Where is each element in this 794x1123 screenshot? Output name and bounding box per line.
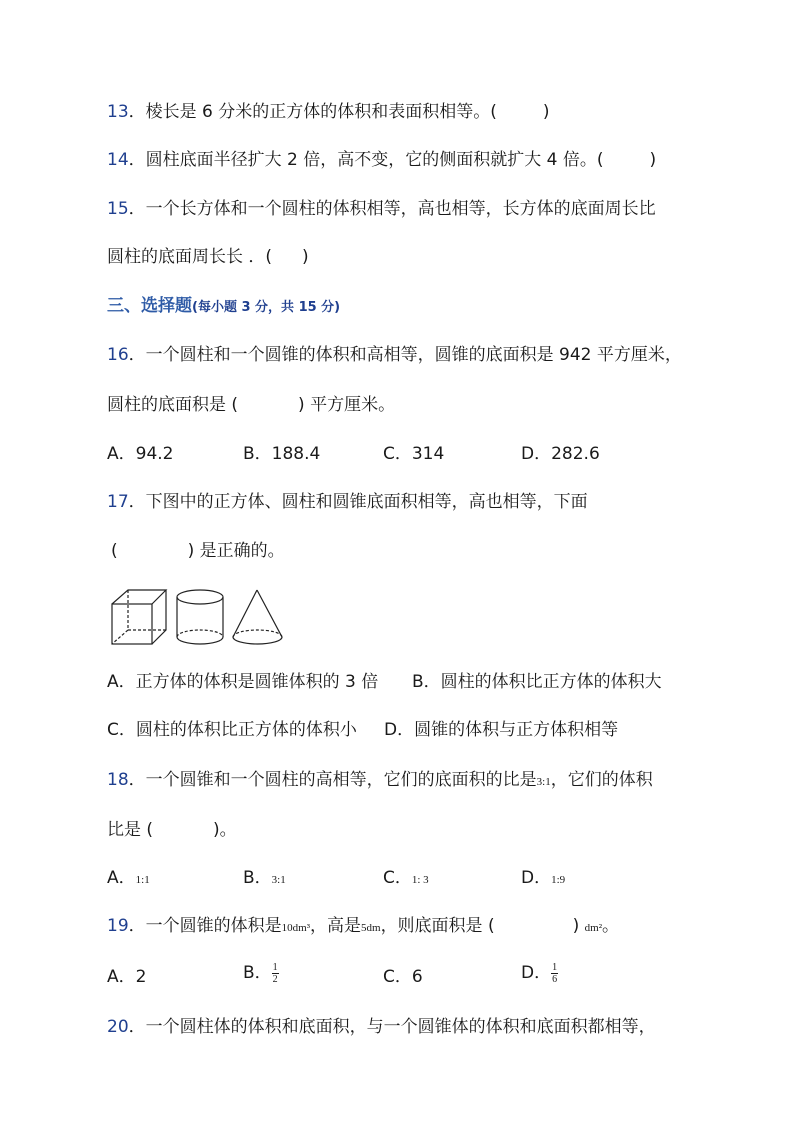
question-number: 19: [107, 916, 129, 936]
fraction-one-sixth: $\frac{1}{6}$: [552, 961, 558, 985]
question-text: ): [572, 916, 580, 936]
option-d: D．282.6: [521, 444, 600, 464]
question-text: ，高是: [310, 916, 361, 936]
question-15-line2: [107, 245, 309, 269]
question-text: ) 平方厘米。: [298, 395, 396, 415]
fraction-one-half: $\frac{1}{2}$: [272, 961, 278, 985]
option-b: B．圆柱的体积比正方体的体积大: [412, 672, 662, 692]
answer-paren-close: ): [542, 102, 550, 122]
question-number: 15: [107, 199, 129, 219]
question-text: 圆柱的底面周长长 ．(: [107, 247, 273, 267]
option-c: C．314: [383, 444, 445, 464]
question-18-line2: [107, 818, 237, 842]
question-number: 16: [107, 345, 129, 365]
volume-value: 10dm³: [281, 922, 310, 934]
question-number: 13: [107, 102, 129, 122]
question-text: ) 是正确的。: [187, 541, 285, 561]
option-d: D． $\frac{1}{6}$: [521, 961, 558, 985]
shapes-figure: [110, 588, 290, 648]
question-text: 。: [602, 916, 620, 936]
question-20: [107, 1015, 656, 1039]
option-b: B．188.4: [243, 444, 321, 464]
question-number: 20: [107, 1017, 129, 1037]
question-number: 14: [107, 150, 129, 170]
question-text: ．一个圆锥的体积是: [128, 916, 282, 936]
cone-figure: [233, 590, 282, 644]
section-title: 三、选择题: [107, 296, 192, 316]
unit-label: dm²: [584, 922, 603, 934]
question-number: 17: [107, 492, 129, 512]
question-16: [107, 343, 682, 367]
question-text: )。: [213, 820, 237, 840]
question-text: ．下图中的正方体、圆柱和圆锥底面积相等，高也相等，下面: [128, 492, 588, 512]
height-value: 5dm: [361, 922, 381, 934]
question-13: [107, 100, 550, 124]
cylinder-figure: [177, 590, 223, 644]
option-d: D．圆锥的体积与正方体积相等: [384, 720, 619, 740]
option-b: B．3:1: [243, 868, 286, 888]
question-text: 圆柱的底面积是 (: [107, 395, 239, 415]
ratio-value: 3:1: [536, 776, 551, 788]
section-heading: [107, 294, 340, 320]
question-text: (: [111, 541, 118, 561]
option-b: B． $\frac{1}{2}$: [243, 961, 278, 985]
answer-paren-close: ): [302, 247, 309, 267]
question-number: 18: [107, 770, 129, 790]
option-a: A．正方体的体积是圆锥体积的 3 倍: [107, 672, 379, 692]
question-17: [107, 490, 588, 514]
option-a: A．94.2: [107, 444, 174, 464]
question-text: 比是 (: [107, 820, 154, 840]
cube-figure: [112, 590, 166, 644]
question-text: ．棱长是 6 分米的正方体的体积和表面积相等。(: [128, 102, 497, 122]
question-text: ．一个圆柱和一个圆锥的体积和高相等，圆锥的底面积是 942 平方厘米，: [128, 345, 682, 365]
option-a: A．2: [107, 967, 147, 987]
question-16-line2: [107, 393, 395, 417]
question-19: [107, 914, 619, 940]
question-text: ，则底面积是 (: [380, 916, 495, 936]
question-text: ．一个圆柱体的体积和底面积，与一个圆锥体的体积和底面积都相等，: [128, 1017, 656, 1037]
question-18: [107, 768, 653, 794]
option-c: C．1: 3: [383, 868, 429, 888]
question-text: ．圆柱底面半径扩大 2 倍，高不变，它的侧面积就扩大 4 倍。(: [128, 150, 604, 170]
question-14: [107, 148, 656, 172]
question-15: [107, 197, 656, 221]
option-d: D．1:9: [521, 868, 566, 888]
option-a: A．1:1: [107, 868, 150, 888]
question-text: ．一个长方体和一个圆柱的体积相等，高也相等，长方体的底面周长比: [128, 199, 656, 219]
question-text: ，它们的体积: [550, 770, 653, 790]
option-c: C．6: [383, 967, 423, 987]
section-note: (每小题 3 分，共 15 分): [192, 300, 341, 315]
option-c: C．圆柱的体积比正方体的体积小: [107, 720, 357, 740]
answer-paren-close: ): [649, 150, 657, 170]
question-text: ．一个圆锥和一个圆柱的高相等，它们的底面积的比是: [128, 770, 537, 790]
question-17-line2: [111, 539, 285, 563]
